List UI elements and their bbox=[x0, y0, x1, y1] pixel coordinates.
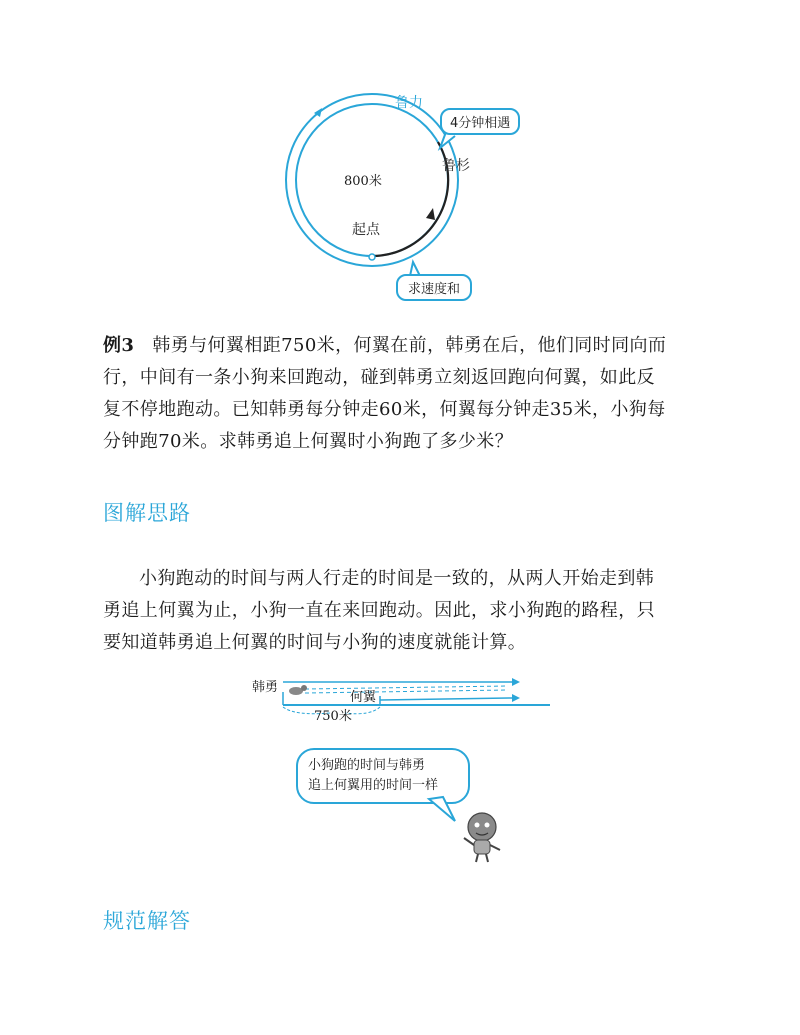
dog-icon bbox=[289, 685, 307, 695]
example-text-1: 韩勇与何翼相距750米，何翼在前，韩勇在后，他们同时同向而 bbox=[152, 335, 667, 356]
lu-shan-arrow-icon bbox=[426, 208, 435, 220]
speech-line-2: 追上何翼用的时间一样 bbox=[308, 778, 439, 793]
analysis-heading: 图解思路 bbox=[103, 501, 191, 525]
gap-label: 750米 bbox=[314, 709, 352, 724]
speech-line-1: 小狗跑的时间与韩勇 bbox=[308, 758, 426, 773]
chase-line-figure bbox=[250, 672, 560, 722]
han-yong-label: 韩勇 bbox=[252, 680, 279, 695]
start-point-dot bbox=[369, 254, 375, 260]
example-label: 例3 bbox=[103, 335, 135, 356]
solution-heading: 规范解答 bbox=[103, 909, 191, 933]
start-point-label: 起点 bbox=[352, 222, 380, 238]
meet-callout: 4分钟相遇 bbox=[440, 108, 520, 135]
han-yong-arrow-icon bbox=[512, 678, 520, 686]
he-yi-label: 何翼 bbox=[350, 690, 377, 705]
example-3-paragraph bbox=[103, 330, 703, 458]
example-line-3: 复不停地跑动。已知韩勇每分钟走60米，何翼每分钟走35米，小狗每 bbox=[103, 399, 666, 420]
lu-li-label: 鲁力 bbox=[395, 95, 423, 111]
dog-path-dashed-2 bbox=[305, 690, 508, 693]
speed-sum-callout: 求速度和 bbox=[396, 274, 472, 301]
example-line-4: 分钟跑70米。求韩勇追上何翼时小狗跑了多少米？ bbox=[103, 431, 514, 452]
lu-shan-label: 鲁杉 bbox=[442, 158, 470, 174]
distance-label: 800米 bbox=[344, 174, 382, 189]
analysis-line-1: 小狗跑动的时间与两人行走的时间是一致的，从两人开始走到韩 bbox=[139, 568, 655, 589]
mascot-icon bbox=[452, 805, 512, 865]
example-line-2: 行，中间有一条小狗来回跑动，碰到韩勇立刻返回跑向何翼，如此反 bbox=[103, 367, 655, 388]
dog-path-dashed bbox=[305, 686, 508, 689]
analysis-paragraph bbox=[103, 563, 703, 659]
example-line-1 bbox=[103, 330, 703, 362]
he-yi-line bbox=[380, 698, 512, 700]
analysis-line-3: 要知道韩勇追上何翼的时间与小狗的速度就能计算。 bbox=[103, 632, 527, 653]
he-yi-arrow-icon bbox=[512, 694, 520, 702]
analysis-line-2: 勇追上何翼为止，小狗一直在来回跑动。因此，求小狗跑的路程，只 bbox=[103, 600, 655, 621]
lu-shan-arc bbox=[372, 142, 448, 256]
